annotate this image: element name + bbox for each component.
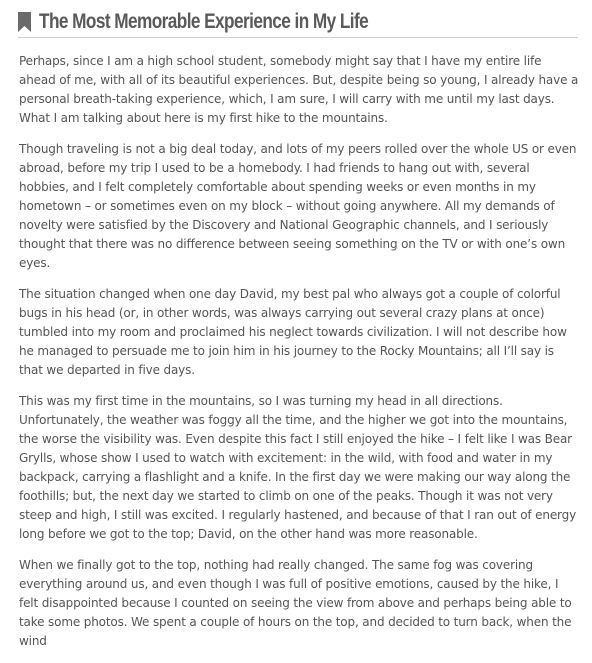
article-body — [19, 52, 579, 663]
paragraph-3: The situation changed when one day David, my best pal who always got a couple of colorful bugs in his head (or, in other words, was always carrying out several crazy plans at once) tumbled into my room and proclaimed his neglect towards civilization. I will not describe how he managed to persuade me to join him in his journey to the Rocky Mountains; all I’ll say is that we departed in five days. — [19, 287, 567, 377]
paragraph-1: Perhaps, since I am a high school student, somebody might say that I have my entire life ahead of me, with all of its beautiful experiences. But, despite being so young, I already have a personal breath-taking experience, which, I am sure, I will carry with me until my last days. What I am talking about here is my first hike to the mountains. — [19, 54, 579, 125]
paragraph-2: Though traveling is not a big deal today, and lots of my peers rolled over the whole US or even abroad, before my trip I used to be a homebody. I had friends to hang out with, several hobbies, and I felt completely comfortable about spending weeks or even months in my hometown – or sometimes even on my block – without going anywhere. All my demands of novelty were satisfied by the Discovery and National Geographic channels, and I seriously thought that there was no difference between seeing something on the TV or with one’s own eyes. — [19, 142, 577, 270]
paragraph-5: When we finally got to the top, nothing had really changed. The same fog was covering everything around us, and even though I was full of positive emotions, caused by the hike, I felt disappointed because I counted on seeing the view from above and perhaps being able to take some photos. We spent a couple of hours on the top, and decided to turn back, when the wind — [19, 558, 572, 648]
article-title: The Most Memorable Experience in My Life — [39, 10, 369, 33]
article-header — [18, 8, 578, 36]
bookmark-icon — [18, 12, 31, 32]
paragraph-4: This was my first time in the mountains, so I was turning my head in all directions. Unfortunately, the weather was foggy all the time, and the higher we got into the mountains, the worse the visibility was. Even despite this fact I still enjoyed the hike – I felt like I was Bear Grylls, whose show I used to watch with excitement: in the wild, with food and water in my backpack, carrying a flashlight and a knife. In the first day we were making our way along the foothills; but, the next day we started to climb on one of the peaks. Though it was not very steep and high, I still was excited. I regularly hastened, and because of that I ran out of energy long before we got to the top; David, on the other hand was more reasonable. — [19, 394, 577, 541]
title-divider — [18, 37, 578, 38]
